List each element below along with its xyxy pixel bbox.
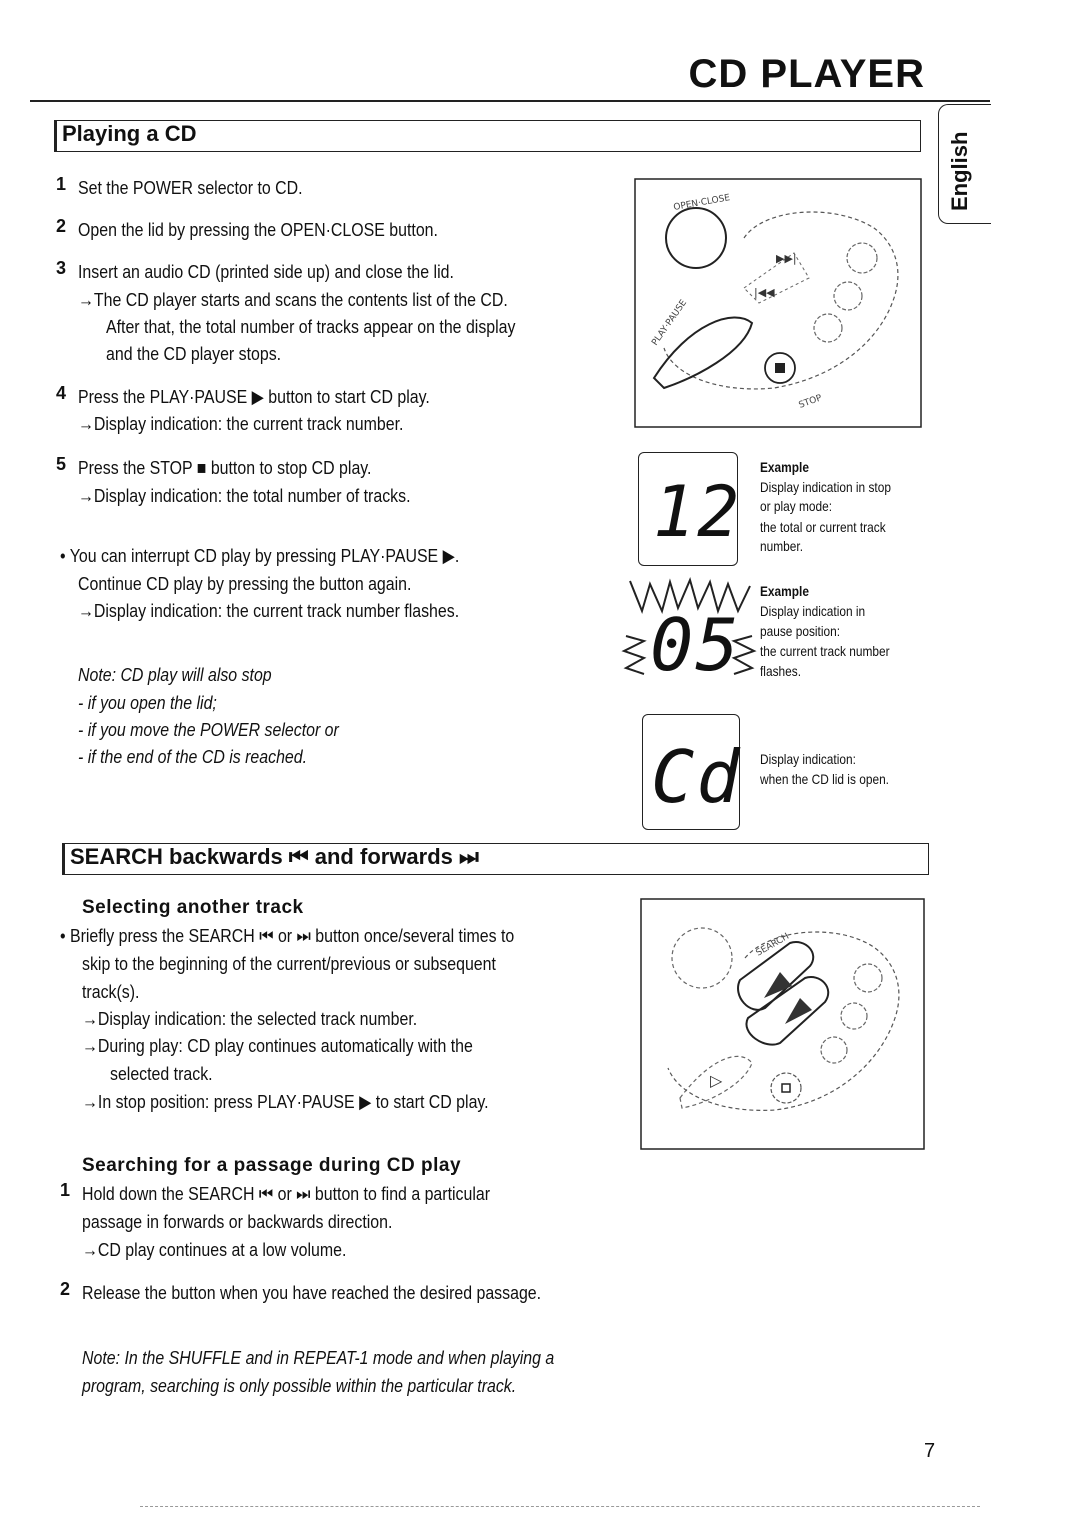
note-text: - if the end of the CD is reached. xyxy=(78,746,308,767)
step-text: Hold down the SEARCH ⏮ or ⏭ button to find a particular xyxy=(82,1183,491,1204)
step-text: Release the button when you have reached the desired passage. xyxy=(82,1282,542,1303)
bullet-text: • You can interrupt CD play by pressing PLAY·PAUSE ▶. xyxy=(60,545,460,566)
lcd-display-lid-open xyxy=(642,714,740,830)
caption-line: pause position: xyxy=(760,623,841,639)
bullet-text: Continue CD play by pressing the button again. xyxy=(78,573,412,594)
note-text: Note: CD play will also stop xyxy=(78,664,272,685)
body-text: • Briefly press the SEARCH ⏮ or ⏭ button once/several times to xyxy=(60,925,515,946)
caption-line: when the CD lid is open. xyxy=(760,771,890,787)
section-heading-search xyxy=(62,843,929,875)
step-text: Press the PLAY·PAUSE ▶ button to start CD play. xyxy=(78,386,430,407)
caption-line: number. xyxy=(760,538,804,554)
note-text: Note: In the SHUFFLE and in REPEAT-1 mode and when playing a xyxy=(82,1347,555,1368)
step-text: →Display indication: the current track number. xyxy=(78,413,404,434)
svg-text:▷: ▷ xyxy=(710,1071,723,1090)
scan-edge-line xyxy=(140,1506,980,1508)
cd-player-search-illustration xyxy=(640,898,926,1152)
caption-line: the current track number xyxy=(760,643,890,659)
caption-title: Example xyxy=(760,583,809,599)
step-text: passage in forwards or backwards direction. xyxy=(82,1211,393,1232)
caption-line: flashes. xyxy=(760,663,802,679)
subheading: Selecting another track xyxy=(82,897,304,918)
lcd-digits-flashing: 05 xyxy=(650,603,741,687)
svg-text:STOP: STOP xyxy=(797,393,824,411)
caption-line: Display indication in xyxy=(760,603,866,619)
svg-text:OPEN·CLOSE: OPEN·CLOSE xyxy=(672,193,731,213)
body-text: →During play: CD play continues automatically with the xyxy=(82,1035,473,1056)
language-tab xyxy=(938,104,991,224)
svg-text:▶▶|: ▶▶| xyxy=(776,252,797,265)
step-text: Insert an audio CD (printed side up) and close the lid. xyxy=(78,261,454,282)
caption-title: Example xyxy=(760,459,809,475)
caption-line: or play mode: xyxy=(760,498,833,514)
lcd-digits: 12 xyxy=(653,471,742,553)
step-text: →CD play continues at a low volume. xyxy=(82,1239,347,1260)
step-text: After that, the total number of tracks appear on the display xyxy=(106,316,516,337)
body-text: skip to the beginning of the current/previous or subsequent xyxy=(82,953,496,974)
svg-text:|◀◀: |◀◀ xyxy=(754,286,775,299)
step-text: Open the lid by pressing the OPEN·CLOSE button. xyxy=(78,219,438,240)
language-tab-label: English xyxy=(947,131,972,211)
page-title: CD PLAYER xyxy=(688,52,925,96)
caption-line: Display indication in stop xyxy=(760,479,891,495)
note-text: program, searching is only possible within the particular track. xyxy=(82,1375,517,1396)
section-title: SEARCH backwards ⏮ and forwards ⏭ xyxy=(70,844,479,869)
caption-line: the total or current track xyxy=(760,519,886,535)
header-rule xyxy=(30,100,990,102)
note-text: - if you open the lid; xyxy=(78,692,217,713)
body-text: selected track. xyxy=(110,1063,213,1084)
page-number: 7 xyxy=(924,1440,936,1462)
caption-line: Display indication: xyxy=(760,751,856,767)
body-text: →Display indication: the selected track number. xyxy=(82,1008,418,1029)
step-text: Set the POWER selector to CD. xyxy=(78,177,303,198)
body-text: →In stop position: press PLAY·PAUSE ▶ to start CD play. xyxy=(82,1091,489,1112)
step-text: and the CD player stops. xyxy=(106,343,282,364)
lcd-digits: Cd xyxy=(651,735,742,819)
svg-text:PLAY·PAUSE: PLAY·PAUSE xyxy=(650,298,690,348)
step-text: Press the STOP ■ button to stop CD play. xyxy=(78,457,372,478)
step-text: →The CD player starts and scans the contents list of the CD. xyxy=(78,289,508,310)
subheading: Searching for a passage during CD play xyxy=(82,1155,462,1176)
lcd-display-stop xyxy=(638,452,742,566)
body-text: track(s). xyxy=(82,981,140,1002)
step-text: →Display indication: the total number of tracks. xyxy=(78,485,411,506)
cd-player-illustration xyxy=(634,178,924,430)
bullet-text: →Display indication: the current track number flashes. xyxy=(78,600,460,621)
section-title: Playing a CD xyxy=(62,121,197,146)
note-text: - if you move the POWER selector or xyxy=(78,719,339,740)
svg-text:SEARCH: SEARCH xyxy=(754,931,792,959)
section-heading-playing xyxy=(54,120,921,152)
